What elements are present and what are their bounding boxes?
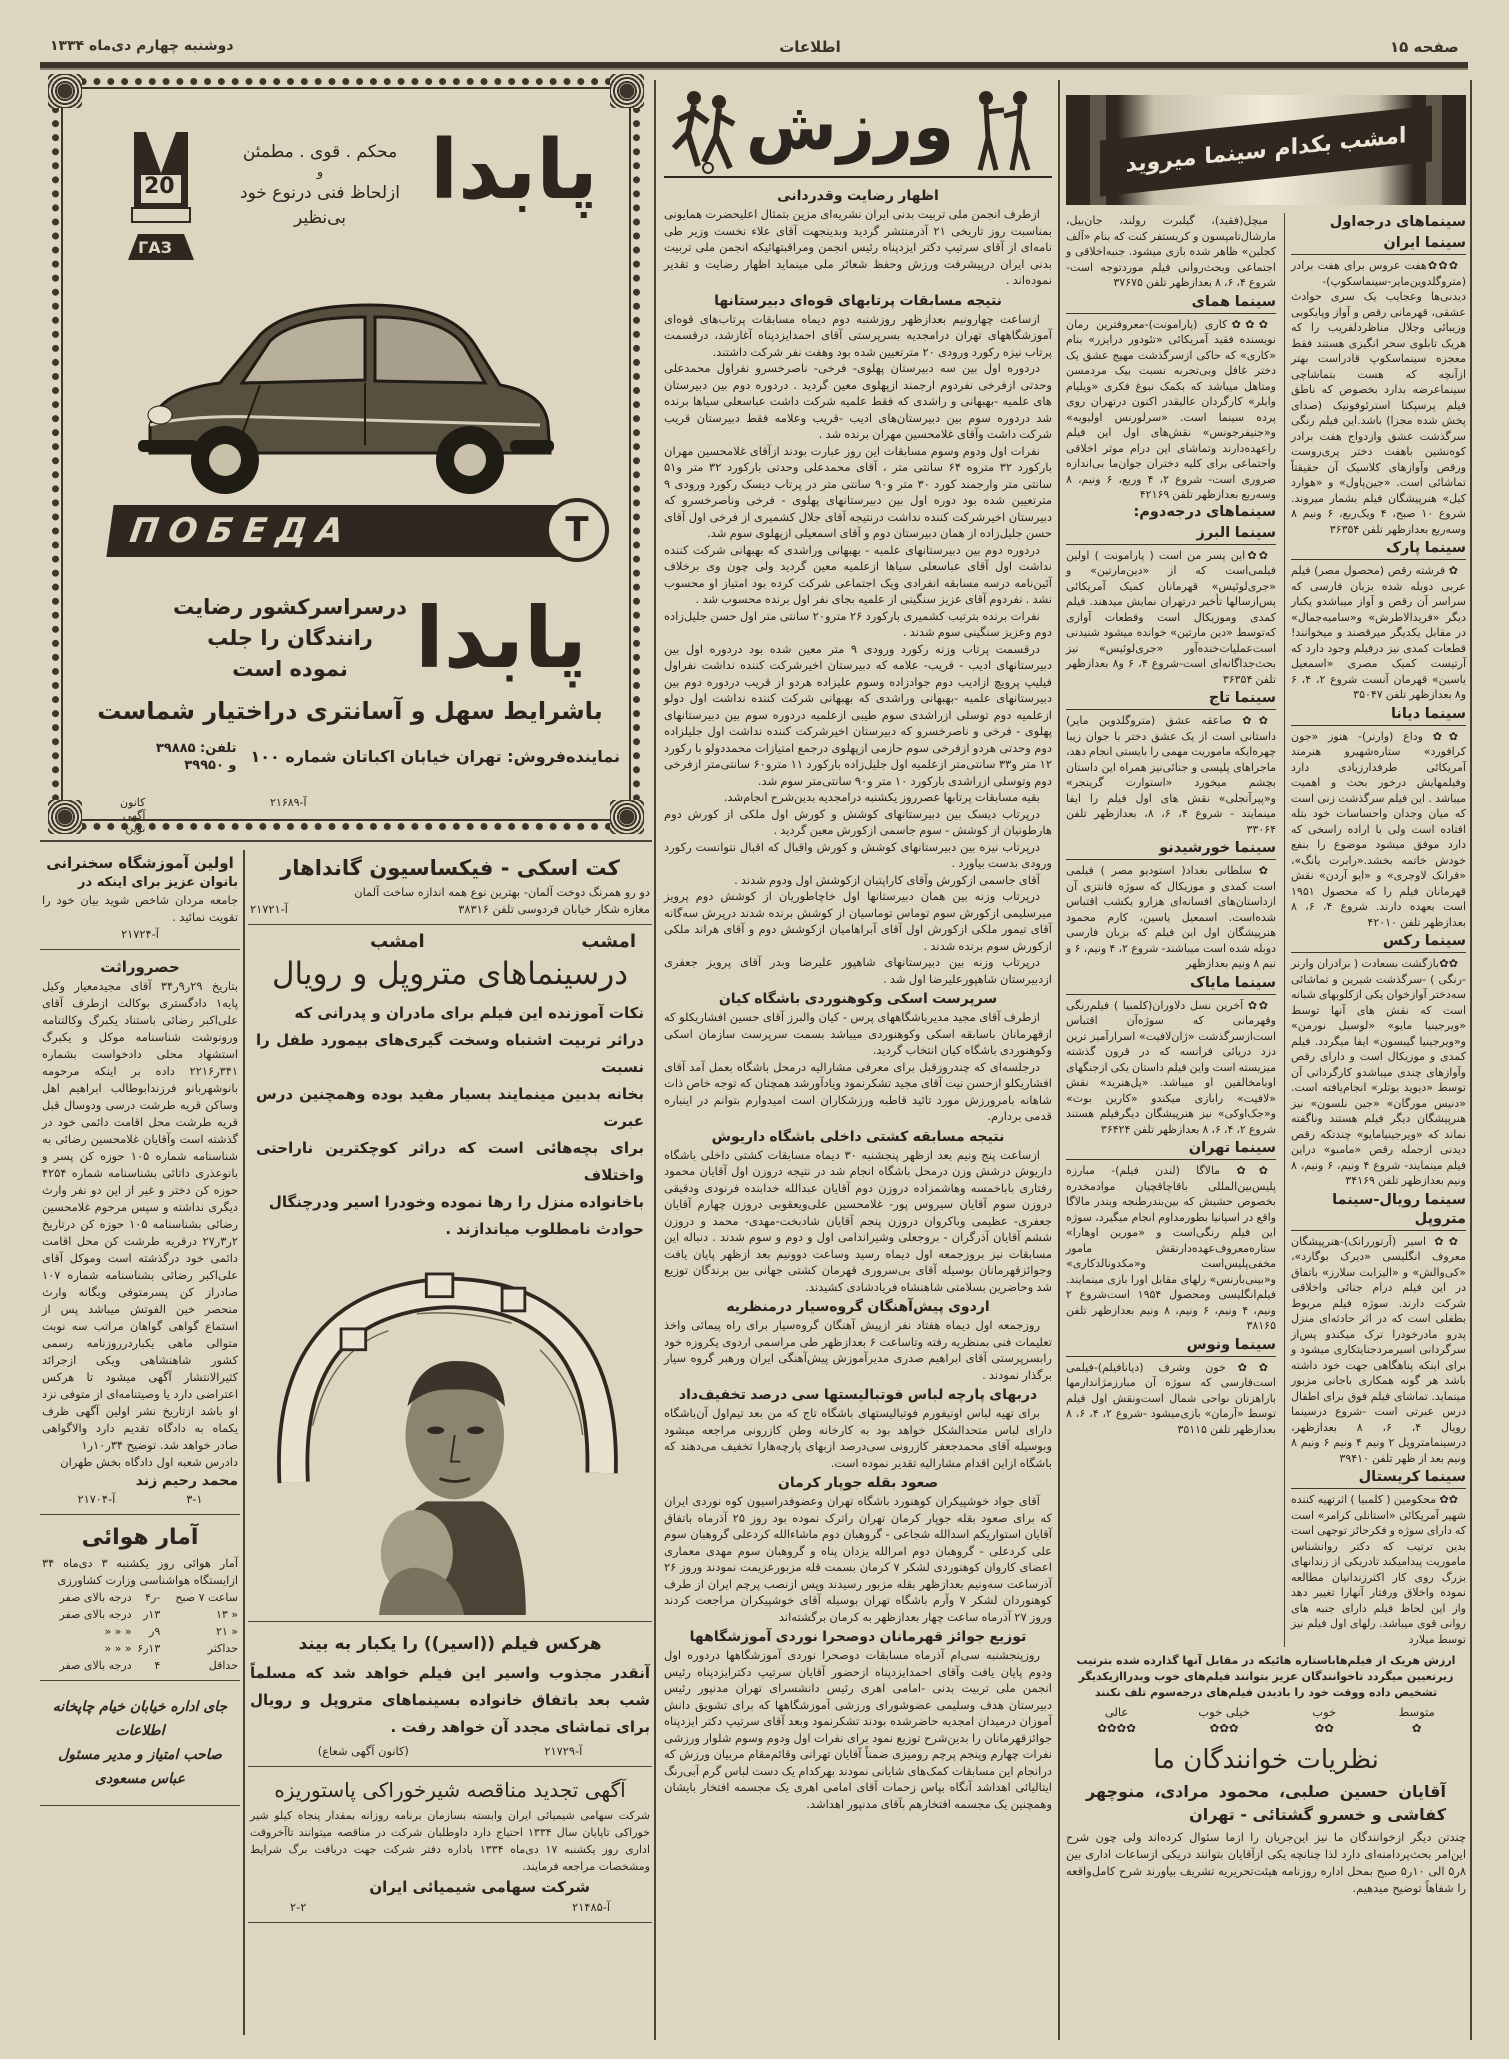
weather-cell: « « « xyxy=(104,1625,132,1638)
article-paragraph: درپرتاب نیزه بین دبیرستانهای کوشش و کورش واقبال که اقبال نتوانست رکورد ورودی بدست بیاورد . xyxy=(664,839,1052,870)
film-listing: ✿ فرشته رقص (محصول مصر) فیلم عربی دوبله شده بزبان فارسی که سراسر آن رقص و آواز میباشدو یکبار دیگر «فریدالاطرش» و«سامیه‌جمال» در مقابل یکدیگر میرقصند و میخوانند! قطعات کمدی نیز درفیلم وجود دارد که آرتیست کمیک مصری «اسمعیل یاسین» قهرمان آنست شروع ۲، ۴، ۶ و۸ بعدازظهر تلفن ۳۵۰۴۷ xyxy=(1291,564,1467,701)
notice-serial: ۳-۱ xyxy=(186,1492,203,1506)
tagline-line: بی‌نظیر xyxy=(293,208,347,228)
masthead-rule xyxy=(40,62,1468,70)
weather-cell: « ۱۳ xyxy=(215,1608,238,1621)
claim-line: درسراسرکشور رضایت xyxy=(172,595,408,619)
film-ad-text xyxy=(250,996,650,1247)
weather-cell: -ر۴ xyxy=(145,1591,161,1604)
cinema-name-heading: سینما خورشیدنو xyxy=(1066,839,1276,860)
tonight-label: امشب xyxy=(581,931,636,952)
cinema-category-heading: سینماهای درجه‌دوم: xyxy=(1133,503,1276,520)
film-listing: ✿✿خون وشرف (دیانافیلم)-فیلمی است‌فارسی که سوژه آن مبارزمژاندارمها باراهزنان نواحی شمال است‌ونقش اول فیلم توسط «آرمان» بازی‌میشود -شروع ۲، ۴، ۶، ۸ بعدازظهر تلفن ۳۵۱۱۵ xyxy=(1066,1360,1277,1436)
article-paragraph: بقیه مسابقات پرتابها عصرروز یکشنبه درامجدیه بدین‌شرح انجام‌شد. xyxy=(723,790,1040,804)
dealer-address: نماینده‌فروش: تهران خیابان اکباتان شماره ۱۰۰ xyxy=(250,747,620,766)
cinema-name-heading: سینما رکس xyxy=(1291,932,1466,953)
weather-row xyxy=(42,1657,238,1674)
cinema-banner-title: امشب بکدام سینما میروید xyxy=(1125,123,1407,178)
milk-tender-notice xyxy=(248,1767,652,1923)
film-listing: ✿✿ محکومین ( کلمبیا ) اثرتهیه کننده شهیر آمریکائی «استانلی کرامر» است که دارای سوژه و فکرحائز توجهی است بدین ترتیب که دکتر روانشناس ماموریت پیدامیکند تادریکی از زندانهای بزرگ روی کار اکثرزندانیان مطالعه نموده واخلاق ورفتار آنهارا تغییر دهد واز این لحاظ فیلم دارای جنبه های روانی قوی میباشد. رلهای اول فیلم نیز توسط میلارد xyxy=(1291,1493,1466,1646)
weather-cell: « « « xyxy=(104,1642,132,1655)
article-headline: نتیجه مسابقات پرتابهای قوه‌ای دبیرستانها xyxy=(714,292,1002,309)
cinema-banner xyxy=(1066,95,1466,205)
dealer-phones xyxy=(156,740,237,774)
ornament-corner-icon xyxy=(48,800,82,834)
rating-stars-icon: ✿ xyxy=(1411,1721,1422,1735)
article-headline: اظهار رضایت وقدردانی xyxy=(777,188,939,204)
sports-section-header xyxy=(664,84,1052,178)
gaz-emblem-icon: T xyxy=(545,498,609,562)
rating-level xyxy=(1198,1704,1250,1736)
ad-title: اولین آموزشگاه سخنرانی xyxy=(46,854,234,872)
film-ad-title: درسینماهای متروپل و رویال xyxy=(271,956,629,992)
film-ad-line: باخانواده منزل را رها نموده وخودرا اسیر ودرچنگال xyxy=(268,1193,644,1211)
weather-cell: ساعت ۷ صبح xyxy=(175,1591,238,1604)
boxers-icon xyxy=(964,88,1044,174)
weather-row xyxy=(42,1589,238,1606)
sports-article xyxy=(664,291,1052,988)
cinema-name-heading: سینما ونوس xyxy=(1066,1336,1276,1357)
inheritance-notice xyxy=(40,950,240,1515)
cinema-name-heading: سینما تهران xyxy=(1066,1139,1276,1160)
film-rating-legend xyxy=(1066,1653,1466,1736)
article-paragraph: دردوره اول بین سه دبیرستان پهلوی- فرخی- ناصرخسرو نفراول محمدعلی وحدتی ازفرخی نفردوم ارجمند ازپهلوی معین گردید . دردوره دوم بین دبیرستان های علمیه -بهبهانی و راشدی که فقط علمیه شرکت داشت عباسعلی سیاها برنده شد دردوره سوم بین دبیرستان‌های ادیب -قریب وعلامه فقط دبیرستان قریب شرکت داشت وآقای غلامحسین مهران برنده شد . xyxy=(664,361,1052,441)
metropol-royal-film-ad xyxy=(248,925,652,1622)
film-listing: ✿✿✿کاری (پارامونت)-معروفترین رمان نویسنده فقید آمریکائی «تئودور درایزر» بنام «کاری» که حاکی ازسرگذشت مهیج عشق یک دختر غافل وبی‌تجربه نسبت بیک مردمسن ومتاهل میباشد که بکمک نبوغ فکری «ویلیام وایلر» کارگردان عالیقدر اکنون درتهران روی پرده سینما است. «سرلورنس اولیویه» و«جنیفرجونس» نقش‌های اول این فیلم راعهده‌دارند وتماشای این درام موثر اخلاقی واجتماعی برای کلیه دختران جوان‌ما بی‌اندازه ضروری است- شروع ۲، ۴ وربع، ۶ ونیم، ۸ وسه‌ربع بعدازظهر تلفن ۴۲۱۶۹ xyxy=(1066,317,1277,501)
imprint-address: جای اداره خیابان خیام چاپخانه اطلاعات xyxy=(52,1699,228,1739)
weather-cell: درجه بالای صفر xyxy=(59,1608,132,1621)
speech-school-ad xyxy=(40,846,240,950)
weather-cell: درجه بالای صفر xyxy=(59,1659,132,1672)
rating-label: خیلی خوب xyxy=(1198,1705,1250,1719)
weather-cell: ۴ xyxy=(154,1659,161,1672)
narrow-column xyxy=(40,846,240,1806)
readers-comments xyxy=(1066,1740,1466,1897)
column-divider xyxy=(243,850,245,2035)
ad-code: آ-۲۱۷۲۱ xyxy=(250,902,288,916)
weather-intro: آمار هوائی روز یکشنبه ۳ دی‌ماه ۳۴ ازایستگاه هواشناسی وزارت کشاورزی xyxy=(42,1556,238,1587)
rating-level xyxy=(1312,1704,1336,1736)
offer-line: باشرایط سهل و آسانتری دراختیار شماست xyxy=(97,697,603,725)
phone-label: تلفن: xyxy=(200,741,237,756)
tender-serial: ۲-۲ xyxy=(290,1900,307,1914)
wide-column xyxy=(248,846,652,1923)
brand-title: پابدا xyxy=(430,123,598,218)
article-paragraph: روزجمعه اول دیماه هفتاد نفر ازپیش آهنگان گروه‌سیار برای راه پیمائی واخذ تعلیمات فنی بمنظریه رفته وتاساعت ۶ بعدازظهر طی مراسمی اردوی یکروزه خود رابسرپرستی آقای ابراهیم صدری مدیرآموزش پیش‌آهنگی ایران ورهبر گروه سیار برگذار نمودند . xyxy=(664,1318,1052,1382)
article-paragraph: درجلسه‌ای که چندروزقبل برای معرفی مشارالیه درمحل باشگاه بعمل آمد آقای افشاریکلو ازحسن نیت آقای مجید تشکرنمود ویادآورشد همچنان که توجه خاص ذات شاهانه بامرورزش مورد تائید قاطبه ورزشکاران است امیدوارم بتوانم در اینباره قدمی بردارم. xyxy=(664,1059,1052,1123)
ad-code: آ-۲۱۷۲۴ xyxy=(121,927,159,941)
cinema-name-heading: سینما تاج xyxy=(1066,689,1276,710)
weather-cell: حداقل xyxy=(208,1659,238,1672)
article-headline: اردوی پیش‌آهنگان گروه‌سیار درمنظریه xyxy=(726,1299,990,1315)
logo-model-text: 20 xyxy=(144,174,175,199)
tonight-row xyxy=(250,931,650,952)
cinema-name-heading: سینما همای xyxy=(1066,293,1276,314)
ad-agency: کانون آگهی نوین xyxy=(119,796,146,835)
phone-number: و ۳۹۹۵۰ xyxy=(184,758,237,773)
article-paragraph: نفرات اول ودوم وسوم مسابقات این روز عبارت بودند ازآقای غلامحسین مهران بارکورد ۳۲ متروه ۶۴ سانتی متر ، آقای محمدعلی وحدتی بارکورد ۳۲ متر و۵۱ سانتی متر وارجمند کورد ۳۰ متر و۹۰ سانتی متر در پرتاب دیسک رکورد ورودی ۹ مترتعیین شده بود دوره اول بین دبیرستانهای پهلوی - فرخی وناصرخسرو که دبیرستان اخیرشرکت کننده نداشت درنتیجه آقای جلال کشمیری از فرخی اول آقای حسن جلیل‌زاده از همان دبیرستان دوم و آقای اسمعیلی ازپهلوی سوم شد. xyxy=(664,443,1052,540)
article-paragraph: نفرات برنده بترتیب کشمیری بارکورد ۲۶ مترو۲۰ سانتی متر اول حسن جلیل‌زاده دوم وعزیز سنگینی سوم شدند . xyxy=(664,608,1052,639)
notice-code: آ-۲۱۷۰۴ xyxy=(77,1492,116,1506)
film-listing: ✿✿ صاعقه عشق (متروگلدوین مایر) داستانی است از یک عشق دختر با جوان زیبا چهره‌ایکه ماموریت مهمی را بایستی انجام دهد، ماجراهای پلیسی و جنائی‌نیز همراه این داستان بچشم میخورد «استوارت گرینجر» و«پیرآنجلی» نقش های اول فیلم را ایفا مینمایند - شروع ۴، ۶، ۸، بعدازظهر تلفن ۳۳۰۶۴ xyxy=(1066,714,1277,836)
tender-code: آ-۲۱۴۸۵ xyxy=(572,1900,610,1914)
weather-title: آمار هوائی xyxy=(81,1525,199,1550)
weather-cell: ۱۳ر xyxy=(143,1608,161,1621)
article-paragraph: درپرتاب وزنه بین همان دبیرستانها اول خاچاطوریان از کوشش دوم پرویز میرسلیمی ازکورش سوم توماس توماسیان از کوشش برنده شدند درپرش سه‌گانه آقای تیمور ملکی ازکورش اول آقای آبراهامیان ازکوشش دوم و آقای هراند ملکی ازکورش سوم برنده شدند . xyxy=(664,889,1052,953)
column-divider xyxy=(1470,80,1472,2040)
tender-body: شرکت سهامی شیمیائی ایران وابسته بسازمان برنامه روزانه بمقدار پنجاه کیلو شیر خوراکی تاپایان سال ۱۳۳۴ احتیاج دارد داوطلبان شرکت در مناقصه میتوانند تاآخروقت اداری روز یکشنبه ۱۷ دی‌ماه ۱۳۳۴ باداره دفتر شرکت جهت دریافت برگ شرایط ومشخصات مراجعه فرمایند. xyxy=(250,1809,651,1873)
asir-body: آنقدر مجذوب واسیر این فیلم خواهد شد که مسلماً شب بعد باتفاق خانواده بسینماهای متروپل و رویال برای تماشای مجدد آن خواهد رفت . xyxy=(250,1664,650,1736)
article-paragraph: ازساعت چهارونیم بعدازظهر روزشنبه دوم دیماه مسابقات پرتاب‌های قوه‌ای آموزشگاههای تهران درامجدیه بسرپرستی آقای احمدایزدپناه آغازشد، درقسمت پرتاب نیزه رکورد ورودی ۲۰ مترتعیین شده بود وهفت نفر شرکت داشتند. xyxy=(664,311,1052,359)
weather-row xyxy=(42,1640,238,1657)
tagline-line: و xyxy=(316,165,324,180)
imprint-publisher: صاحب امتیاز و مدیر مسئول عباس مسعودی xyxy=(58,1747,222,1787)
weather-table xyxy=(42,1589,238,1674)
gaz-logo xyxy=(126,128,196,268)
article-paragraph: درپرتاب وزنه بین دبیرستانهای شاهپور علیرضا وبدر آقای پرویز جعفری ازدبیرستان شاهپورعلیرضا اول شد . xyxy=(664,955,1052,986)
cinema-name-heading: سینما دیانا xyxy=(1291,705,1466,726)
notice-body: بتاریخ ۲۹ر۹ر۳۴ آقای مجیدمعیار وکیل پایه۱ دادگستری بوکالت ازطرف آقای علی‌اکبر رضائی باستناد یکبرگ وکالتنامه ورونوشت شناسنامه موکل و یکبرگ استشهاد محلی دادخواست بشماره ۳۴۱ر۲۲۱۶ داده بر اینکه مرحومه بانوشهربانو فرزندابوطالب ابراهیم اهل وساکن قریه طرشت درسی ودوسال قبل قریه طرشت محل اقامت دائمی خود در گذشته است وآقایان غلامحسین رضائی به شناسنامه شماره ۱۰۵ حوزه کن پسر و بانوعذری داتائی بشناسنامه شماره ۴۲۵۴ حوزه کن دختر و غیر از این دو نفر وارث دیگری نداشته و سپس مرحوم غلامحسین رضائی بشناسنامه ۱۰۵ حوزه کن درتاریخ ۲ر۳ر۲۷ درقریه طرشت کن محل اقامت دائمی خود درگذشته است وموکل آقای علی‌اکبر رضائی بشناسنامه شماره ۱۰۷ صادراز کن پسرمتوفی ویگانه وارث منحصر خین الفوتش میباشد پس از استماع گواهی گواهان مراتب سه نوبت متوالی ماهی یکباردرروزنامه رسمی کشور شاهنشاهی ویکی ازجرائد کثیرالانتشار آگهی میشود تا هرکس اعتراضی دارد یا وصیتنامه‌ای از متوفی نزد او باشد ازتاریخ نشر اولین آگهی ظرف یکماه به دادگاه تقدیم دارد والاگواهی صادر خواهد شد. توضیح ۳۴ر۱۰ر۱ xyxy=(42,979,239,1452)
weather-row xyxy=(42,1606,238,1623)
sports-article xyxy=(664,989,1052,1125)
readers-addressees: آقایان حسین صلبی، محمود مرادی، منوچهر کفاشی و خسرو گشتائی - تهران xyxy=(1086,1782,1446,1824)
ornament-corner-icon xyxy=(610,800,644,834)
film-listing: میچل(فقید)، گیلبرت رولند، جان‌بیل، مارشال‌تامپسون و کریستفر کنت که بنام «آلف کجلین» ظاهر شده بازی میشود. جنبه‌اخلاقی و اجتماعی وبحث‌روانی فیلم موردتوجه است- شروع ۴، ۶، ۸ بعدازظهر تلفن ۳۷۶۷۵ xyxy=(1066,214,1276,289)
article-paragraph: دردوره دوم بین دبیرستانهای علمیه - بهبهانی وراشدی که بهبهانی شرکت کننده نداشت اول آقای عباسعلی سیاها ازعلمیه معین گردید ولی چون وی برخلاف آئین‌نامه درسه مسابقه انفرادی ویک اجتماعی شرکت کرده بود امتیاز او محسوب نشد . نفردوم آقای عزیز سنگینی از علمیه بجای نفر اول برنده محسوب شد . xyxy=(664,542,1052,606)
ad-line xyxy=(250,901,650,918)
cinema-name-heading: سینما ایران xyxy=(1291,234,1466,255)
rating-stars-icon: ✿✿ xyxy=(1314,1721,1334,1735)
film-ad-line: بخانه بدبین مینمایند بسیار مفید بوده وهمچنین درس عبرت xyxy=(256,1085,644,1130)
film-listing: ✿ سلطانی بغداد( استودیو مصر ) فیلمی است کمدی و موزیکال که سوژه فانتزی آن ازداستان‌های افسانه‌ای هزارو یکشب اقتباس شده‌است. اسمعیل یاسین، کارم محمود هنرپیشگان اول این فیلم که بزبان فارسی دوبله شده است میباشند- شروع ۲، ۴ ونیم، ۶ و نیم ۸ ونیم بعدازظهر xyxy=(1066,864,1277,970)
brand-title-2: پابدا xyxy=(415,589,587,687)
ad-agency: (کانون آگهی شعاع) xyxy=(317,1744,409,1758)
article-paragraph: آقای جواد خوشپیکران کوهنورد باشگاه تهران وعضوفدراسیون کوه نوردی ایران که برای صعود بقله جوپار کرمان تهران راترک نموده بود روز ۲۵ آذرماه باتفاق آقایان استواریکم اسدالله شجاعی - گروهبان دوم ماشاءالله کردعلی گروهبان سوم علی کردعلی - گروهبان دوم امرالله یزدان پناه و گروهبان سوم مهدی معماری اعضای کاروان کوهنوردی لشکر ۷ کرمان بسمت قله مزبورعزیمت نمودند وروز ۲۶ آذرساعت سه‌ونیم بعدازظهر بقله مزبور رسیدند وپس ازنصب پرچم ایران از طرف کوهنوردان لشکر ۷ وآرم باشگاه تهران بوسیله آقای خوشپیکران مراجعت کردند وروز ۲۷ آذرماه ساعت چهار بعدازظهر به کرمان برگشته‌اند xyxy=(664,1494,1052,1624)
sports-section-title: ورزش xyxy=(745,88,954,165)
readers-reply: چندتن دیگر ازخوانندگان ما نیز این‌جریان را ازما سئوال کرده‌اند ولی چون شرح این‌امر بحث‌پردامنه‌ای دارد لذا چنانچه یکی ازآقایان بتوانند دریکی ازساعات اداری بین ۸ر۵ الی ۱۰ر۵ صبح بمحل اداره روزنامه هیئت‌تحریریه تشریف بیاورند شرح کامل‌واقعه را شفاهاً توضیح میدهیم. xyxy=(1066,1830,1466,1895)
football-players-icon xyxy=(664,88,754,174)
logo-maker-text: ГАЗ xyxy=(138,238,172,257)
asir-film-ad xyxy=(248,1622,652,1767)
sports-article xyxy=(664,1473,1052,1625)
tagline xyxy=(215,140,425,231)
rating-label: خوب xyxy=(1312,1705,1337,1719)
weather-stats xyxy=(40,1515,240,1681)
sports-column xyxy=(664,84,1052,1812)
film-listing: ✿✿ اسیر (آرتوررانک)-هنرپیشگان معروف انگلیسی «دیرک بوگارد»، «کی‌والش» و «الیزابت سلارز» باتفاق در این فیلم درام جنائی واخلاقی شرکت دارند. سوژه فیلم مربوط بطفلی است که در اثر حادثه‌ای منزل پدرو مادرخودرا ترک میکندو پس‌از سرگردانی اسیرمردجنایتکاری میشود و برای اینکه پناهگاهی جهت خود داشته باشد هر گونه همکاری باجانی مزبور مینماید. تماشای فیلم فوق برای اطفال درس عبرتی است -شروع درسینما رویال ۴، ۶، ۸ بعدازظهر، درسینمامتروپل ۲ ونیم ۴ ونیم ۶ ونیم ۸ ونیم بعد از ظهر تلفن ۳۹۴۱۰ xyxy=(1291,1234,1467,1465)
article-headline: دربهای پارچه لباس فوتبالیستها سی درصد تخفیف‌داد xyxy=(678,1387,1038,1403)
sports-article xyxy=(664,1627,1052,1812)
ad-title: کت اسکی - فیکساسیون گانداهار xyxy=(280,856,620,880)
newspaper-name: اطلاعات xyxy=(779,38,841,56)
column-divider xyxy=(654,80,656,2040)
rating-label: متوسط xyxy=(1398,1705,1435,1719)
phone-number: ۳۹۸۸۵ xyxy=(155,741,196,756)
imprint xyxy=(40,1681,240,1806)
claim xyxy=(170,592,410,685)
column-divider xyxy=(1058,80,1060,2040)
ad-text: جامعه مردان شاخص شوید بیان خود را تقویت نمائید . xyxy=(42,893,238,924)
film-still-illustration xyxy=(250,1255,650,1615)
tender-company: شرکت سهامی شیمیائی ایران xyxy=(369,1878,590,1896)
article-paragraph: برای تهیه لباس اونیفورم فوتبالیستهای باشگاه تاج که من بعد تیم‌اول آن‌باشگاه دارای لباس متحدالشکل خواهد بود به کارخانه وطن کازرونی مراجعه میشود وبوسیله آقای محمدجعفر کازرونی سی‌درصد ازبهای پارچه‌هارا تخفیف می‌دهند که باشگاه ازاین اقدام مشارالیه تقدیر نموده است. xyxy=(664,1406,1052,1470)
weather-cell: ۹ر xyxy=(149,1625,161,1638)
tender-title: آگهی تجدید مناقصه شیرخوراکی پاستوریزه xyxy=(274,1778,626,1802)
ad-code: آ-۲۱۷۲۹ xyxy=(544,1744,583,1758)
article-paragraph: درپرتاب دیسک بین دبیرستانهای کوشش و کورش اول ملکی از کورش دوم هارطونیان از کوشش - سوم جاسمی ازکورش معین گردید . xyxy=(664,806,1052,837)
rating-label: عالی xyxy=(1104,1705,1129,1719)
rating-level xyxy=(1097,1704,1136,1736)
asir-footer xyxy=(250,1743,650,1760)
film-listing: ✿✿ آخرین نسل دلاوران(کلمبیا ) فیلم‌رنگی وقهرمانی که سوژه‌آن اقتباس است‌ازسرگذشت «ژان‌لافیت» اسرارآمیز ترین دزد دریائی فرانسه که در قرون گذشته میزیسته است واین فیلم داستان یکی ازجنگهای اوبامخالفین او میباشد. «پل‌هنرید» نقش «لافیت» رابازی میکندو «کارین بوت» و«جک‌اوکی» نیز هنرپیشگان دیگرفیلم هستند شروع ۲، ۴، ۶، ۸ بعدازظهر تلفن ۳۶۴۲۴ xyxy=(1066,998,1276,1136)
notice-signer: محمد رحیم زند xyxy=(135,1473,238,1489)
cinema-listings-right xyxy=(1284,213,1466,1647)
article-headline: سرپرست اسکی وکوهنوردی باشگاه کیان xyxy=(718,991,998,1007)
notice-title: حصروراثت xyxy=(100,958,180,976)
tagline-line: محکم . قوی . مطمئن xyxy=(242,142,398,162)
film-listing: ✿✿ وداع (وارنر)- هنوز «جون کرافورد» ستاره‌شهیرو هنرمند آمریکائی طرفدارزیادی دارد وفیلمهایش درخور بحث و اهمیت میباشد . این فیلم سرگذشت زنی است که میان وجدان واحساسات خود بتله افتاده است ولی با اراده راسخی که دارد موفق میشود موضوع را بنفع خودش خاتمه بخشد.«رابرت یانگ»، «فرانک لاوجری» و «ایو آردن» نقش قهرمانان فیلم را که محصول ۱۹۵۱ است بعهده دارند. شروع ۴، ۶، ۸ بعدازظهر تلفن ۴۲۰۱۰ xyxy=(1291,729,1467,929)
weather-cell: ۱۳ر۶ xyxy=(137,1642,161,1655)
dealer-info xyxy=(80,740,620,774)
rating-level xyxy=(1399,1704,1435,1736)
shop-address: مغازه شکار خیابان فردوسی تلفن ۳۸۳۱۶ xyxy=(458,902,650,916)
tonight-label: امشب xyxy=(370,931,425,952)
claim-line: رانندگان را جلب xyxy=(207,626,373,650)
claim-line: نموده است xyxy=(232,657,348,681)
sports-article xyxy=(664,186,1052,289)
article-headline: صعود بقله جوپار کرمان xyxy=(777,1475,939,1491)
film-listing: ✿✿✿هفت عروس برای هفت برادر (متروگلدوین‌مایر-سینماسکوپ)-دیدنی‌ها وعجایب یک سری حوادث عشقی، قهرمانی رقص و آواز وپایکوبی وزیبائی وجلال مناظردلفریب را که هریک تابلوی سحر انگیزی هستند فقط معجزه سینماسکوپ قادراست بهتر ازآنچه که هست بتماشاچی سینماعرضه بدارد بخصوص که ناطق فیلم پرسپکتا استرئوفونیک (صدای پخش شده مجزا) باشد.این فیلم رنگی سرگذشت عشق وازدواج هفت برادر کوه‌نشین باهفت دختر پری‌روست ورقص وآوازهای کلاسیک آن حقیقتاً تماشائی است. «جین‌پاول» و «هوارد کیل» هنرپیشگان فیلم بشمار میروند. شروع ۱۰ صبح، ۴ ویک‌ربع، ۶ ونیم ۸ وسه‌ربع بعدازظهر تلفن ۳۶۳۵۴ xyxy=(1291,259,1466,536)
cinema-listings xyxy=(1066,213,1466,1647)
cinema-name-heading: سینما رویال-سینما متروپل xyxy=(1291,1191,1466,1231)
film-ad-line: نکات آموزنده این فیلم برای مادران و پدرانی که xyxy=(294,1004,644,1022)
film-ad-line: حوادث نامطلوب میاندازند . xyxy=(445,1220,644,1238)
article-paragraph: درقسمت پرتاب وزنه رکورد ورودی ۹ متر معین شده بود دردوره اول بین دبیرستانهای ادیب - قریب- علامه که دبیرستان اخیرشرکت کننده نداشت نفراول فیلیپ پرویچ ازادیب دوم جوادزاده وسوم علیزاده هردو از قریب دردوره دوم بین دبیرستانهای علمیه -بهبهانی وراشدی که بهبهانی شرکت کننده نداشت اول دولو ازعلمیه دوم توسلی ازراشدی سوم طیبی ازعلمیه دردوره سوم بین دبیرستانهای پهلوی - فرخی و ناصرخسرو که دبیرستان اخیرشرکت کننده نداشت اول جلیلزاده دوم وحدتی هردو ازفرخی سوم حازمی ازپهلوی درجمع امتیازات محمددولو با رکورد ۱۲ متر و۳۳ سانتی‌متر ازعلمیه اول جلیل‌زاده بارکورد ۱۱ مترو۶۰ سانتی‌متر ازفرخی دوم وتوسلی ازراشدی بارکورد ۱۰ متر و۹۰ سانتی‌متر سوم شد. xyxy=(664,641,1053,788)
ad-subtitle: بانوان عزیز برای اینکه در xyxy=(78,875,238,890)
rating-levels xyxy=(1066,1704,1466,1736)
article-paragraph: ازطرف انجمن ملی تربیت بدنی ایران نشریه‌ای مزین بتمثال اعلیحضرت همایونی بمناسبت روز تاریخی ۲۱ آذرمنتشر گردید وبدینجهت آقای علاء نخست وزیر طی نامه‌ای از آقای سرتیپ دکتر ایزدپناه رئیس انجمن ومراقبتهائیکه انجمن ملی تربیت بدنی ایران درپیشرفت ورزش وحفظ شعائر ملی مینماید اظهار رضایت و تقدیر نموده‌اند . xyxy=(664,207,1052,287)
rating-intro: ارزش هریک از فیلم‌هاباستاره هائیکه در مقابل آنها گذارده شده بترتیب زیرتعیین میگردد تاخوانندگان عزیز بتوانند فیلم‌های خوب وبدراازیکدیگر تشخیص داده ووقت خود را بادیدن فیلم‌های درجه‌سوم تلف نکنند xyxy=(1076,1654,1456,1699)
cinema-name-heading: سینما البرز xyxy=(1066,524,1276,545)
sports-article xyxy=(664,1385,1052,1471)
cinema-name-heading: سینما پارک xyxy=(1291,539,1466,560)
cinema-column xyxy=(1066,95,1466,1897)
weather-cell: درجه بالای صفر xyxy=(59,1591,132,1604)
film-listing: ✿✿بازگشت بسعادت ( برادران وارنر -رنگی ) -سرگذشت شیرین و تماشائی سه‌دختر آوازخوان یکی ازکلوبهای شبانه است که نقش های آنها توسط «ویرجینیا مایو» «لوسیل نورمن» و«ویرجینیا گیبسون» ایفا میگردد. فیلم کمدی و موزیکال است و دارای رقص وآوازهای چندی میباشدو کارگردانی آن توسط «دیوید بوتلر» انجام‌یافته است. «دنیس مورگان» «جین نلسون» نیز هنرپیشگان دیگر فیلم هستند وناگفته نماند که «ویرجینیامایو» چندتکه رقص دیدنی ازجمله رقص «مامبو» دراین فیلم مینمایند- شروع ۴ ونیم، ۶ ونیم، ۸ ونیم بعدازظهر تلفن ۳۴۱۶۹ xyxy=(1291,957,1467,1187)
film-ad-line: برای بچه‌هائی است که دراثر کوچکترین ناراحتی واختلاف xyxy=(256,1139,644,1184)
article-paragraph: ازطرف آقای مجید مدیرباشگاههای پرس - کیان والبرز آقای حسین افشاریکلو که ازقهرمانان باسابقه اسکی وکوهنوردی میباشد بسمت سرپرست سازمان اسکی وکوهنوردی باشگاه کیان انتخاب گردید. xyxy=(664,1010,1052,1057)
sports-article xyxy=(664,1127,1052,1296)
ornament-corner-icon xyxy=(48,74,82,108)
ski-jacket-ad xyxy=(248,846,652,925)
tagline-line: ازلحاظ فنی درنوع خود xyxy=(240,183,400,203)
film-ad-line: دراثر تربیت اشتباه وسخت گیری‌های بیمورد طفل را نسبت xyxy=(256,1031,644,1076)
rating-stars-icon: ✿✿✿ xyxy=(1209,1721,1239,1735)
rating-stars-icon: ✿✿✿✿ xyxy=(1097,1721,1136,1735)
article-paragraph: روزپنجشنبه سی‌ام آذرماه مسابقات دوصحرا نوردی آموزشگاهها دردوره اول ودوم پایان یافت وآقای احمدایزدپناه ازحضور آقایان سرتیپ دکترایزدپناه رئیس انجمن ملی تربیت بدنی -امامی اهری رئیس دانشسرای تهران مدنپور رئیس دبیرستان هدف وسلیمی عضوشورای ورزشی آموزشگاهها که برای تشویق دانش آموزان درمیدان امجدیه حاضرشده بودند تشکرنمود وبعد آقای سرتیپ دکتر ایزدپناه جوائزقهرمانان را بدین‌شرح توزیع نمود برای نفرات اول ودوم وسوم شلوار ورزشی نفرات چهارم وپنجم پرچم رومیزی ضمناً آقایان تهرانی وقائم‌مقام مربیان ورزش که درانجام این مسابقات کمک‌های شایانی نمودند بهرکدام یک دست لباس گرم آبی‌رنگ ایتالیائی اهداشد آنگاه بپاس زحمات آقای امامی اهری یک مجسمه افتخار بایشان وهمچنین یک مجسمه افتخارهم بآقای مدنپور اهداشد. xyxy=(664,1648,1052,1811)
car-illustration xyxy=(130,275,560,500)
readers-title: نظریات خوانندگان ما xyxy=(1153,1745,1379,1775)
weather-cell: حداکثر xyxy=(207,1642,238,1655)
article-headline: توزیع جوائز قهرمانان دوصحرا نوردی آموزشگاهها xyxy=(689,1629,1027,1645)
cinema-name-heading: سینما مایاک xyxy=(1066,974,1276,995)
sports-articles xyxy=(664,184,1052,1812)
notice-court: دادرس شعبه اول دادگاه بخش طهران xyxy=(60,1455,238,1469)
article-headline: نتیجه مسابقه کشتی داخلی باشگاه داریوش xyxy=(711,1128,1005,1145)
cinema-name-heading: سینما کریستال xyxy=(1291,1468,1466,1489)
section-rule xyxy=(40,840,652,842)
film-listing: ✿✿ مالاگا (لندن فیلم)- مبارزه پلیس‌بین‌المللی باقاچاقچیان موادمخدره بخصوص حشیش که بین‌بندرطنجه وبندر مالاگا واقع در اسپانیا بطورمداوم انجام میگیرد، سوژه این فیلم رنگی‌است و «مورین اوهارا» ستاره‌معروف‌عهده‌دارنقش مامور مخفی‌پلیس‌است و«مکدونالدکاری» و«بینی‌بارنس» رلهای مقابل اورا بازی مینمایند. فیلم‌انگلیسی ومحصول ۱۹۵۴ است‌شروع ۲ ونیم، ۴ ونیم، ۶ ونیم، ۸ ونیم بعدازظهر تلفن ۳۸۱۶۵ xyxy=(1066,1164,1277,1332)
tender-footer xyxy=(250,1899,650,1916)
asir-headline: هرکس فیلم ((اسیر)) را یکبار به بیند xyxy=(298,1634,602,1654)
article-paragraph: ازساعت پنج ونیم بعد ازظهر پنجشنبه ۳۰ دیماه مسابقات کشتی داخلی باشگاه داریوش درشش وزن درمحل باشگاه انجام شد در نتیجه دروزن اول آقایان محمود رفتاری باباخمسه وهاشمزاده دروزن دوم آقایان عبدالله خدابنده فرنودی ودقیقی دروزن سوم آقایان سیروس پور- غلامحسین علی‌ویعقوبی دروزن چهارم آقایان جعفری- عظیمی وباکروان دروزن پنجم آقایان شادبخت-مهدی- محمد و دروزن ششم آقایان آذرگران - بروجعلی وشیراندامی اول و دوم و سوم شدند . دنباله این مسابقات نیز بروزجمعه اول دیماه رسید وساعت دوونیم بعد ازظهر پایان یافت وجوائزقهرمانان بوسیله آقای بی‌سروری قهرمان کشتی جهانی بین برندگان توزیع شد وحاضرین بسلامتی شاهنشاه فریادشادی کشیدند. xyxy=(664,1147,1052,1294)
issue-date: دوشنبه چهارم دی‌ماه ۱۳۳۴ xyxy=(50,38,234,54)
pobeda-brand-banner: ПОБЕДА xyxy=(106,505,573,557)
ad-line: دو رو همرنگ دوخت آلمان- بهترین نوع همه اندازه ساخت آلمان xyxy=(354,885,650,899)
weather-row xyxy=(42,1623,238,1640)
ad-code: آ-۲۱۶۸۹ xyxy=(270,796,307,809)
film-listing: ✿✿این پسر من است ( پارامونت ) اولین فیلمی‌است که از «دین‌مارتین» و «جری‌لوئیس» قهرمانان کمیک آمریکائی پس‌ازسالها تأخیر درتهران نمایش میدهند. فیلم کمدی وموزیکال است وقطعات آوازی که‌توسط «دین مارتین» خوانده میشود شنیدنی است‌عملیات‌خنده‌آور «جری‌لوئیس» نیز بحث‌جداگانه‌ای است-شروع ۴، ۶ و۸ بعدازظهر تلفن ۳۶۳۵۴ xyxy=(1066,548,1276,686)
page-number: صفحه ۱۵ xyxy=(1390,38,1459,56)
ornament-corner-icon xyxy=(610,74,644,108)
cinema-listings-left xyxy=(1066,213,1276,1647)
cinema-category-heading: سینماهای درجه‌اول xyxy=(1329,214,1466,230)
notice-codes xyxy=(42,1491,238,1508)
article-paragraph: آقای جاسمی ازکورش وآقای کاراپتیان ازکوشش اول ودوم شدند . xyxy=(734,872,1040,887)
weather-cell: « ۲۱ xyxy=(215,1625,238,1638)
sports-article xyxy=(664,1297,1052,1383)
